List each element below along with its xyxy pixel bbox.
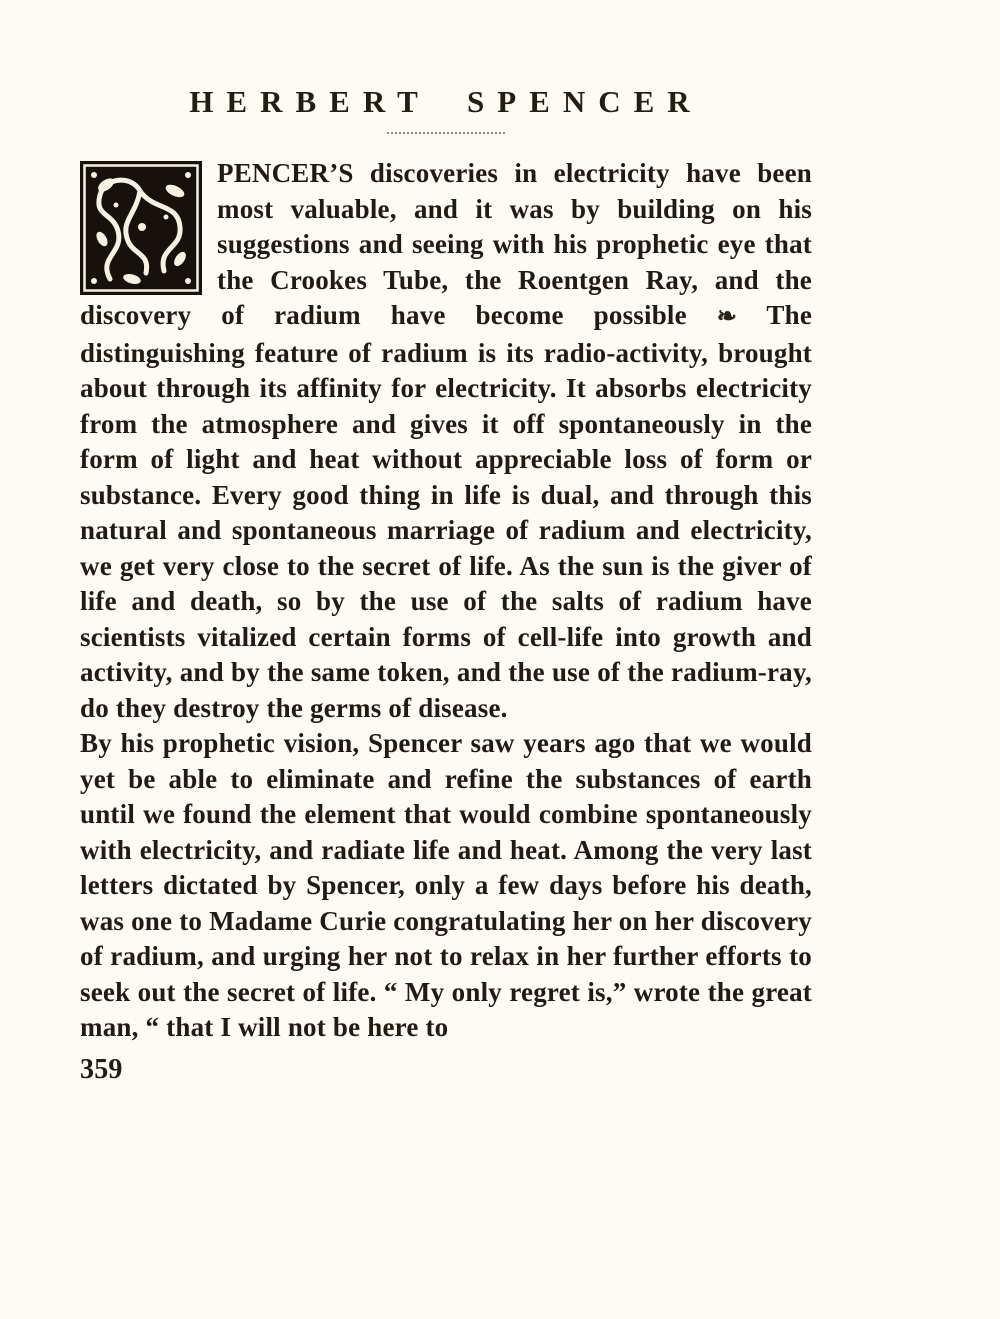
body-text [80,156,812,1087]
page-number: 359 [80,1053,123,1085]
fleuron-ornament-icon: ❧ [716,304,737,330]
page-title: HERBERT SPENCER [189,84,703,119]
title-rule [387,132,505,134]
text-column [80,84,812,1087]
paragraph-1 [80,156,812,726]
drop-cap-ornament-icon [80,161,202,295]
paragraph-2: By his prophetic vision, Spencer saw years ago that we would yet be able to eliminate and refine the substances of earth until we found the element that would combine spontaneously with electricity, and radiate life and heat. Among the very last letters dictated by Spencer, only a few days before his death, was one to Madame Curie congratulating her on her discovery of radium, and urging her not to relax in her further efforts to seek out the secret of life. “ My only regret is,” wrote the great man, “ that I will not be here to [80,728,812,1042]
paragraph-1-text-b: The distinguishing feature of radium is its radio-activity, brought about through its affinity for electricity. It absorbs electricity from the atmosphere and gives it off spontaneously in the form of light and heat without appreciable loss of form or substance. Every good thing in life is dual, and through this natural and spontaneous marriage of radium and electricity, we get very close to the secret of life. As the sun is the giver of life and death, so by the use of the salts of radium have scientists vitalized certain forms of cell-life into growth and activity, and by the same token, and the use of the radium-ray, do they destroy the germs of disease. [80,300,812,723]
paragraph-1-text-a: PENCER’S discoveries in electricity have been most valuable, and it was by building on his suggestions and seeing with his prophetic eye that the Crookes Tube, the Roentgen Ray, and the discovery of radium have become possible [80,158,812,330]
